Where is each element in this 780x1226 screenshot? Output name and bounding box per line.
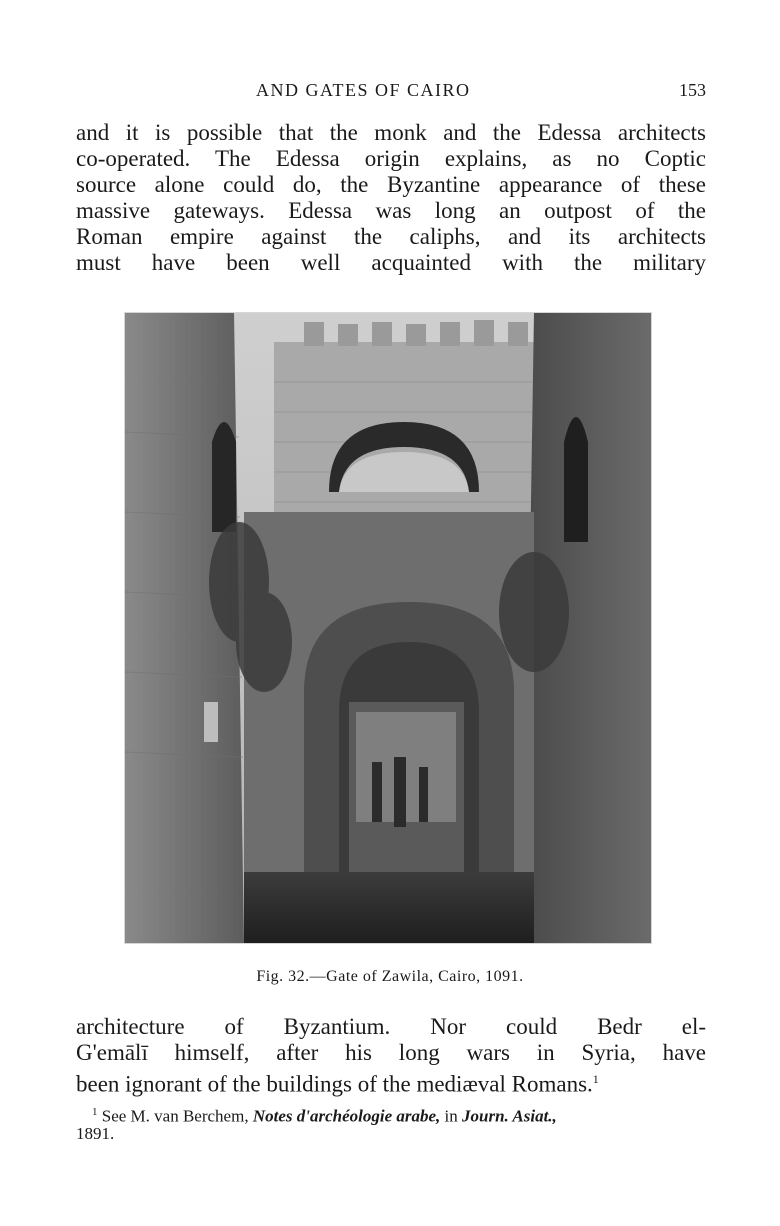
- footnote-marker: 1: [92, 1106, 98, 1118]
- text-line: architecture of Byzantium. Nor could Bedr el-: [76, 1014, 706, 1039]
- text-line: G'emālī himself, after his long wars in Syria, have: [76, 1040, 706, 1065]
- gate-photograph: [124, 312, 652, 944]
- footnote-journal: Journ. Asiat.,: [462, 1106, 557, 1126]
- footnote-year: 1891.: [76, 1124, 115, 1143]
- figure-caption: Fig. 32.—Gate of Zawila, Cairo, 1091.: [256, 968, 524, 985]
- text-line: source alone could do, the Byzantine appearance of these: [76, 172, 706, 197]
- text-line-content: been ignorant of the buildings of the mediæval Romans.: [76, 1071, 593, 1097]
- text-line: massive gateways. Edessa was long an outpost of the: [76, 198, 706, 223]
- paragraph-1: [76, 120, 706, 276]
- page-header: [76, 80, 706, 108]
- text-line: co-operated. The Edessa origin explains, as no Coptic: [76, 146, 706, 171]
- footnote: [92, 1100, 708, 1129]
- photo-illustration: [124, 312, 652, 944]
- footnote-prefix: See M. van Berchem,: [101, 1106, 249, 1126]
- page-number: 153: [679, 80, 706, 100]
- text-line: [76, 1066, 706, 1098]
- footnote-work-title: Notes d'archéologie arabe,: [252, 1106, 441, 1126]
- footnote-in: in: [444, 1106, 458, 1126]
- text-line: and it is possible that the monk and the Edessa architects: [76, 120, 706, 145]
- running-title: AND GATES OF CAIRO: [256, 80, 471, 100]
- footnote-reference: 1: [592, 1072, 599, 1086]
- text-line: Roman empire against the caliphs, and its architects: [76, 224, 706, 249]
- text-line: must have been well acquainted with the military: [76, 250, 706, 275]
- paragraph-2: [76, 1014, 706, 1098]
